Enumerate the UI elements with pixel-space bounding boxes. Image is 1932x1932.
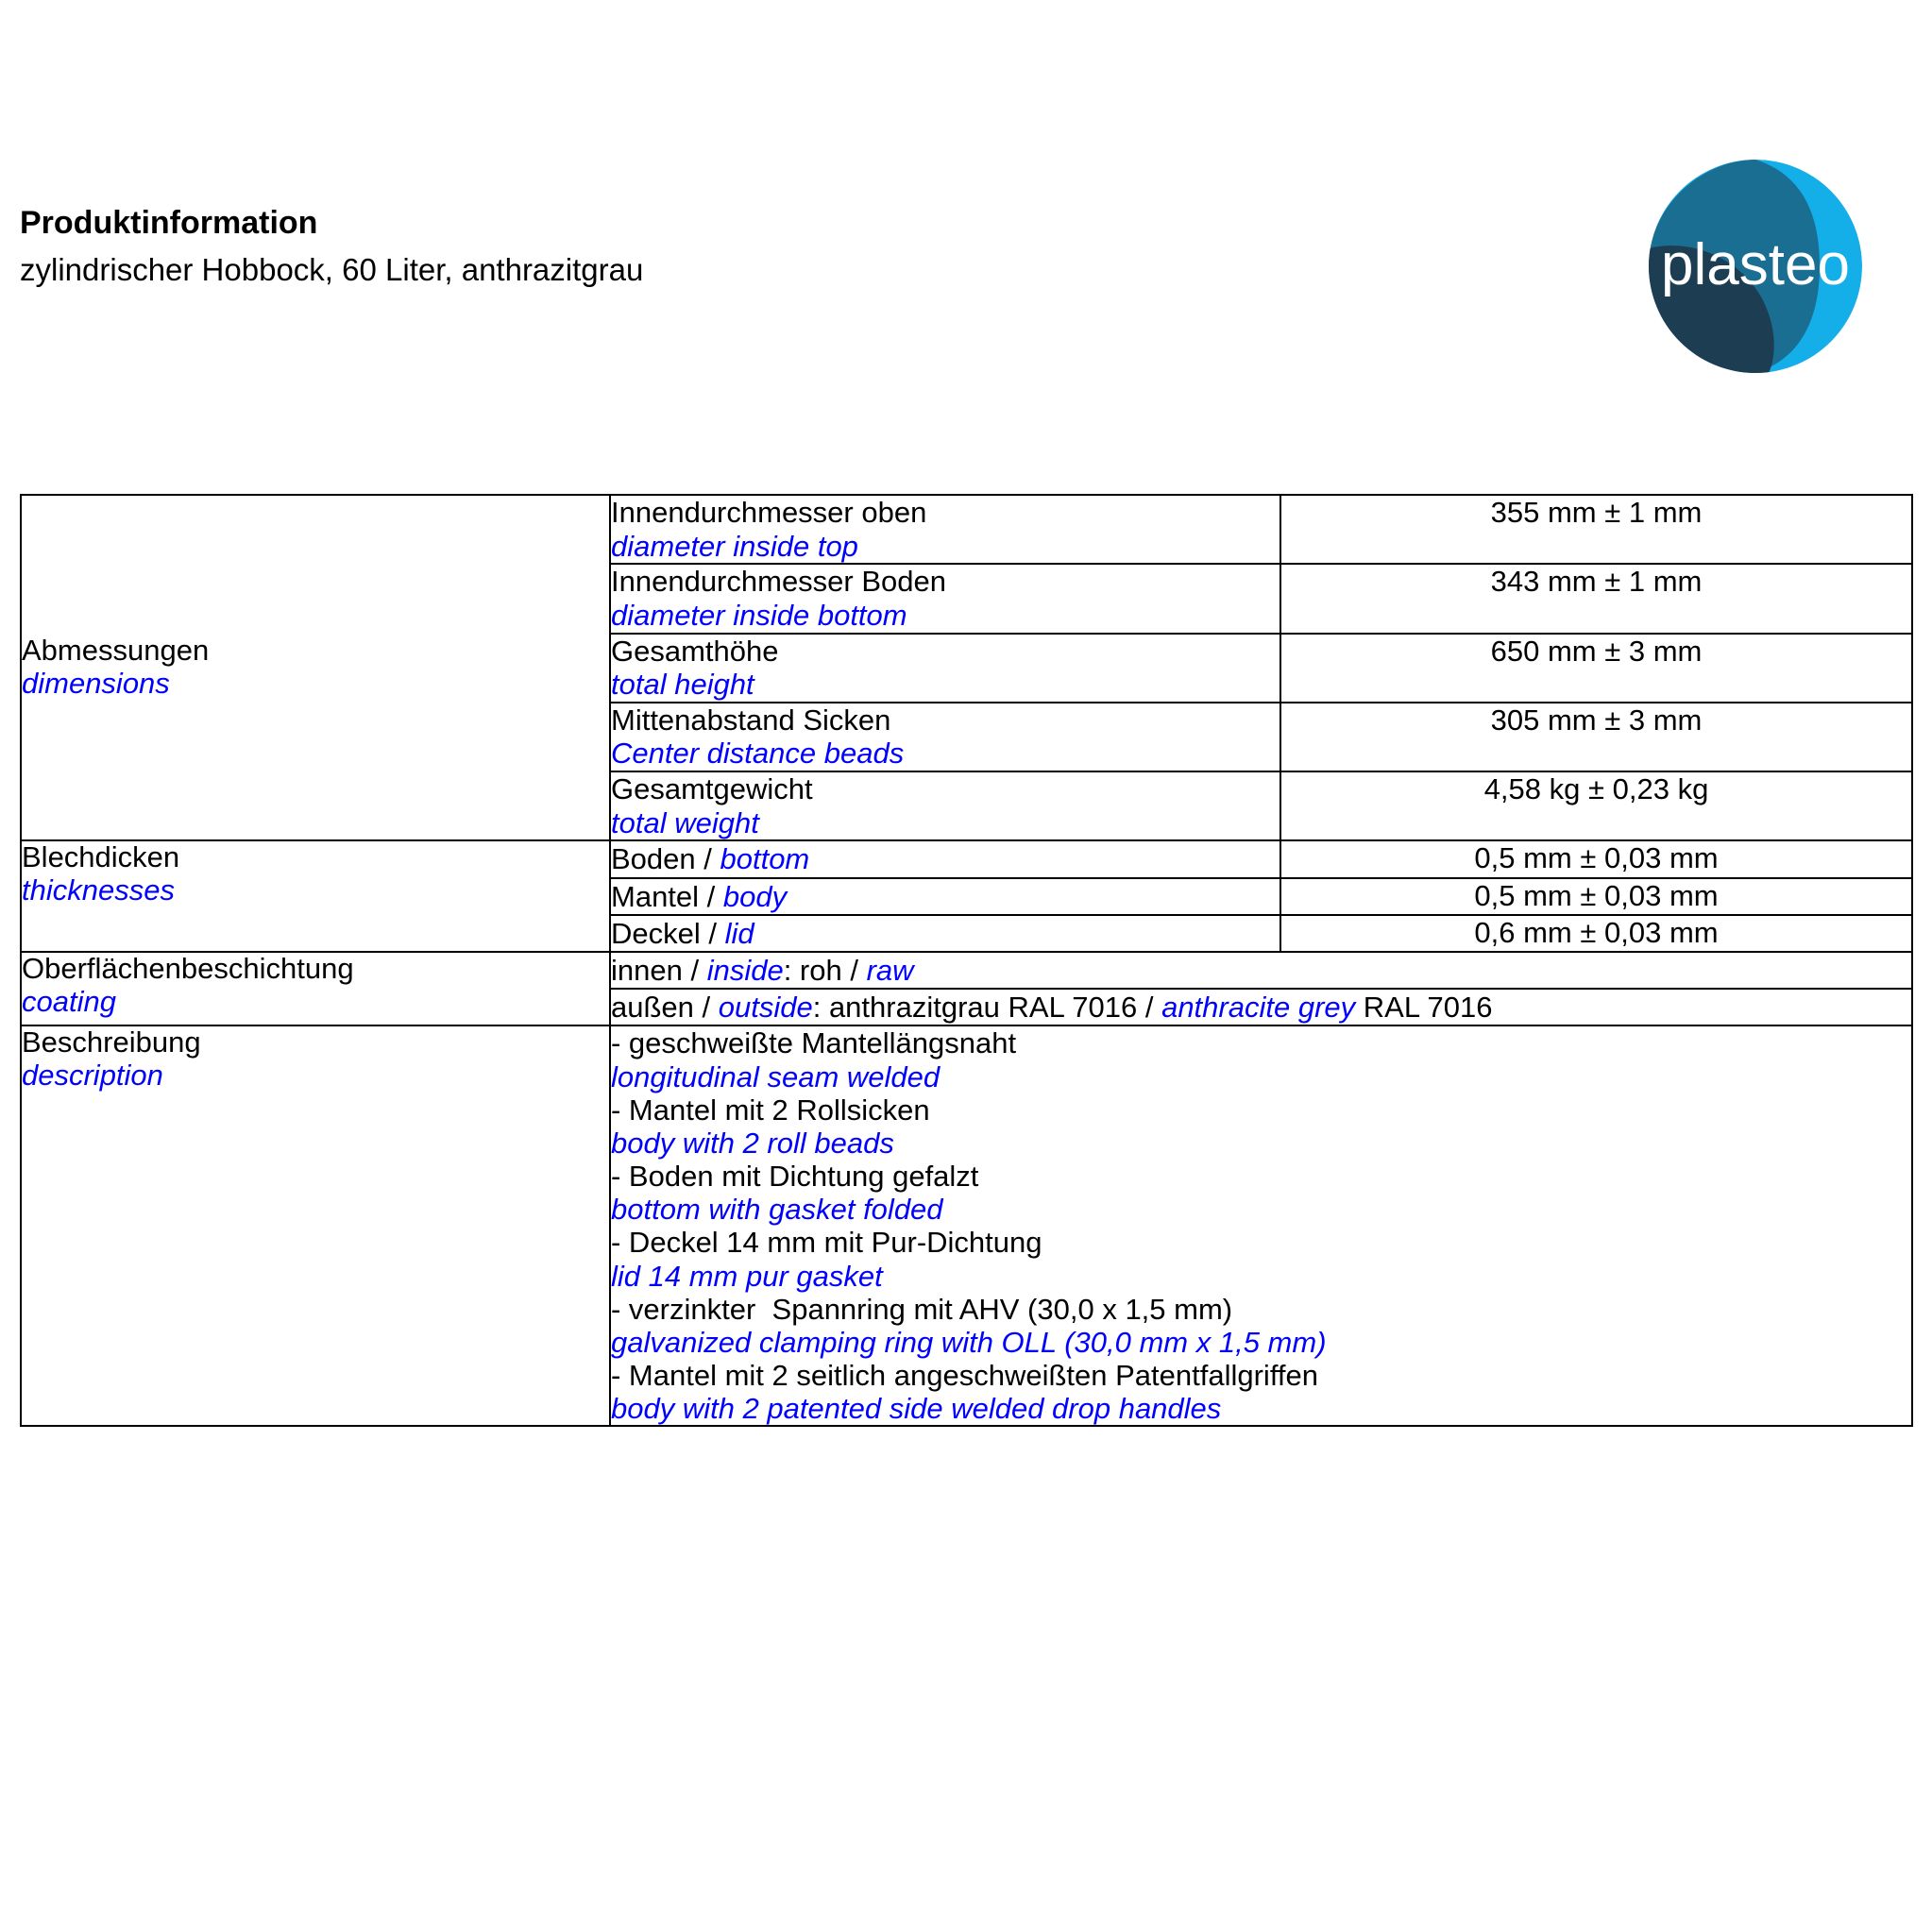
list-item: - Deckel 14 mm mit Pur-Dichtung [611,1226,1042,1260]
table-row [21,840,1912,877]
list-item: - Boden mit Dichtung gefalzt [611,1160,979,1194]
list-item: bottom with gasket folded [611,1193,943,1227]
value-cell: 0,6 mm ± 0,03 mm [1280,915,1912,952]
table-row [21,495,1912,564]
list-item: body with 2 roll beads [611,1126,894,1160]
list-item: - verzinkter Spannring mit AHV (30,0 x 1,5 mm) [611,1292,1233,1326]
list-item: body with 2 patented side welded drop handles [611,1392,1222,1426]
plasteo-logo-mark [1648,159,1863,374]
value-cell: 650 mm ± 3 mm [1280,634,1912,703]
list-item: - geschweißte Mantellängsnaht [611,1026,1017,1060]
coating-outside-line: außen / outside: anthrazitgrau RAL 7016 / anthracite grey RAL 7016 [610,989,1912,1025]
table-row [21,952,1912,989]
value-cell: 0,5 mm ± 0,03 mm [1280,878,1912,915]
section-label-coating: Oberflächenbeschichtung coating [21,952,610,1025]
property-cell: Innendurchmesser Boden diameter inside bottom [610,564,1280,633]
property-cell: Mantel / body [610,878,1280,915]
value-cell: 343 mm ± 1 mm [1280,564,1912,633]
value-cell: 305 mm ± 3 mm [1280,703,1912,771]
property-cell: Innendurchmesser oben diameter inside top [610,495,1280,564]
property-cell: Gesamtgewicht total weight [610,771,1280,840]
property-cell: Mittenabstand Sicken Center distance beads [610,703,1280,771]
page-subtitle: zylindrischer Hobbock, 60 Liter, anthrazitgrau [20,251,644,287]
section-label-dimensions: Abmessungen dimensions [21,495,610,840]
table-row [21,1025,1912,1426]
list-item: - Mantel mit 2 seitlich angeschweißten Patentfallgriffen [611,1359,1318,1393]
specification-table [20,494,1913,1427]
list-item: lid 14 mm pur gasket [611,1259,883,1293]
section-label-description: Beschreibung description [21,1025,610,1426]
plasteo-logo [1648,159,1863,374]
value-cell: 4,58 kg ± 0,23 kg [1280,771,1912,840]
property-cell: Deckel / lid [610,915,1280,952]
logo-wordmark: plasteo [1661,232,1850,297]
list-item: longitudinal seam welded [611,1059,941,1093]
list-item: - Mantel mit 2 Rollsicken [611,1093,930,1127]
page-title: Produktinformation [20,205,318,241]
document-header [20,203,1436,290]
property-cell: Boden / bottom [610,840,1280,877]
section-label-thicknesses: Blechdicken thicknesses [21,840,610,952]
value-cell: 0,5 mm ± 0,03 mm [1280,840,1912,877]
list-item: galvanized clamping ring with OLL (30,0 mm x 1,5 mm) [611,1325,1327,1359]
coating-inside-line: innen / inside: roh / raw [610,952,1912,989]
value-cell: 355 mm ± 1 mm [1280,495,1912,564]
property-cell: Gesamthöhe total height [610,634,1280,703]
description-list [610,1025,1912,1426]
